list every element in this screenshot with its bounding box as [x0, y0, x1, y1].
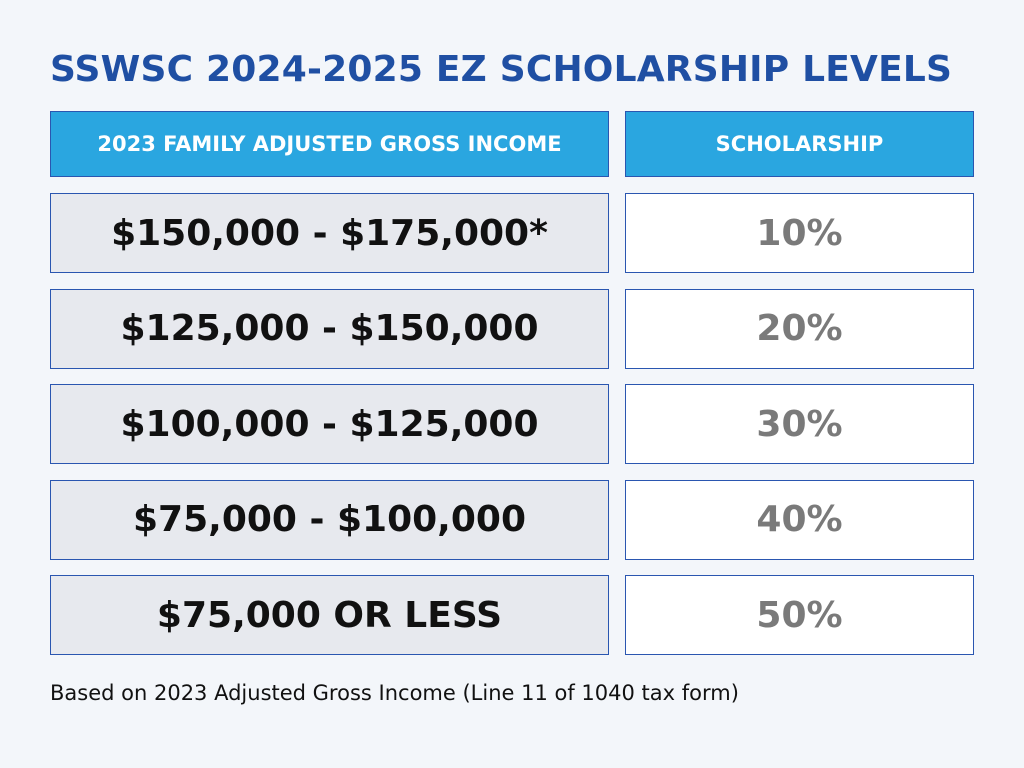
table-row	[0, 575, 1024, 655]
scholarship-percent-cell: 50%	[625, 575, 974, 655]
footnote: Based on 2023 Adjusted Gross Income (Line 11 of 1040 tax form)	[50, 681, 739, 705]
scholarship-percent-cell: 10%	[625, 193, 974, 273]
table-row	[0, 289, 1024, 369]
table-row	[0, 480, 1024, 560]
income-range-cell: $75,000 - $100,000	[50, 480, 609, 560]
table-row	[0, 384, 1024, 464]
income-range-cell: $75,000 OR LESS	[50, 575, 609, 655]
income-range-cell: $100,000 - $125,000	[50, 384, 609, 464]
scholarship-percent-cell: 30%	[625, 384, 974, 464]
income-column-header: 2023 FAMILY ADJUSTED GROSS INCOME	[50, 111, 609, 177]
scholarship-percent-cell: 40%	[625, 480, 974, 560]
table-body	[0, 193, 1024, 671]
income-range-cell: $125,000 - $150,000	[50, 289, 609, 369]
scholarship-column-header: SCHOLARSHIP	[625, 111, 974, 177]
scholarship-percent-cell: 20%	[625, 289, 974, 369]
income-range-cell: $150,000 - $175,000*	[50, 193, 609, 273]
page-title: SSWSC 2024-2025 EZ SCHOLARSHIP LEVELS	[50, 49, 953, 90]
table-row	[0, 193, 1024, 273]
